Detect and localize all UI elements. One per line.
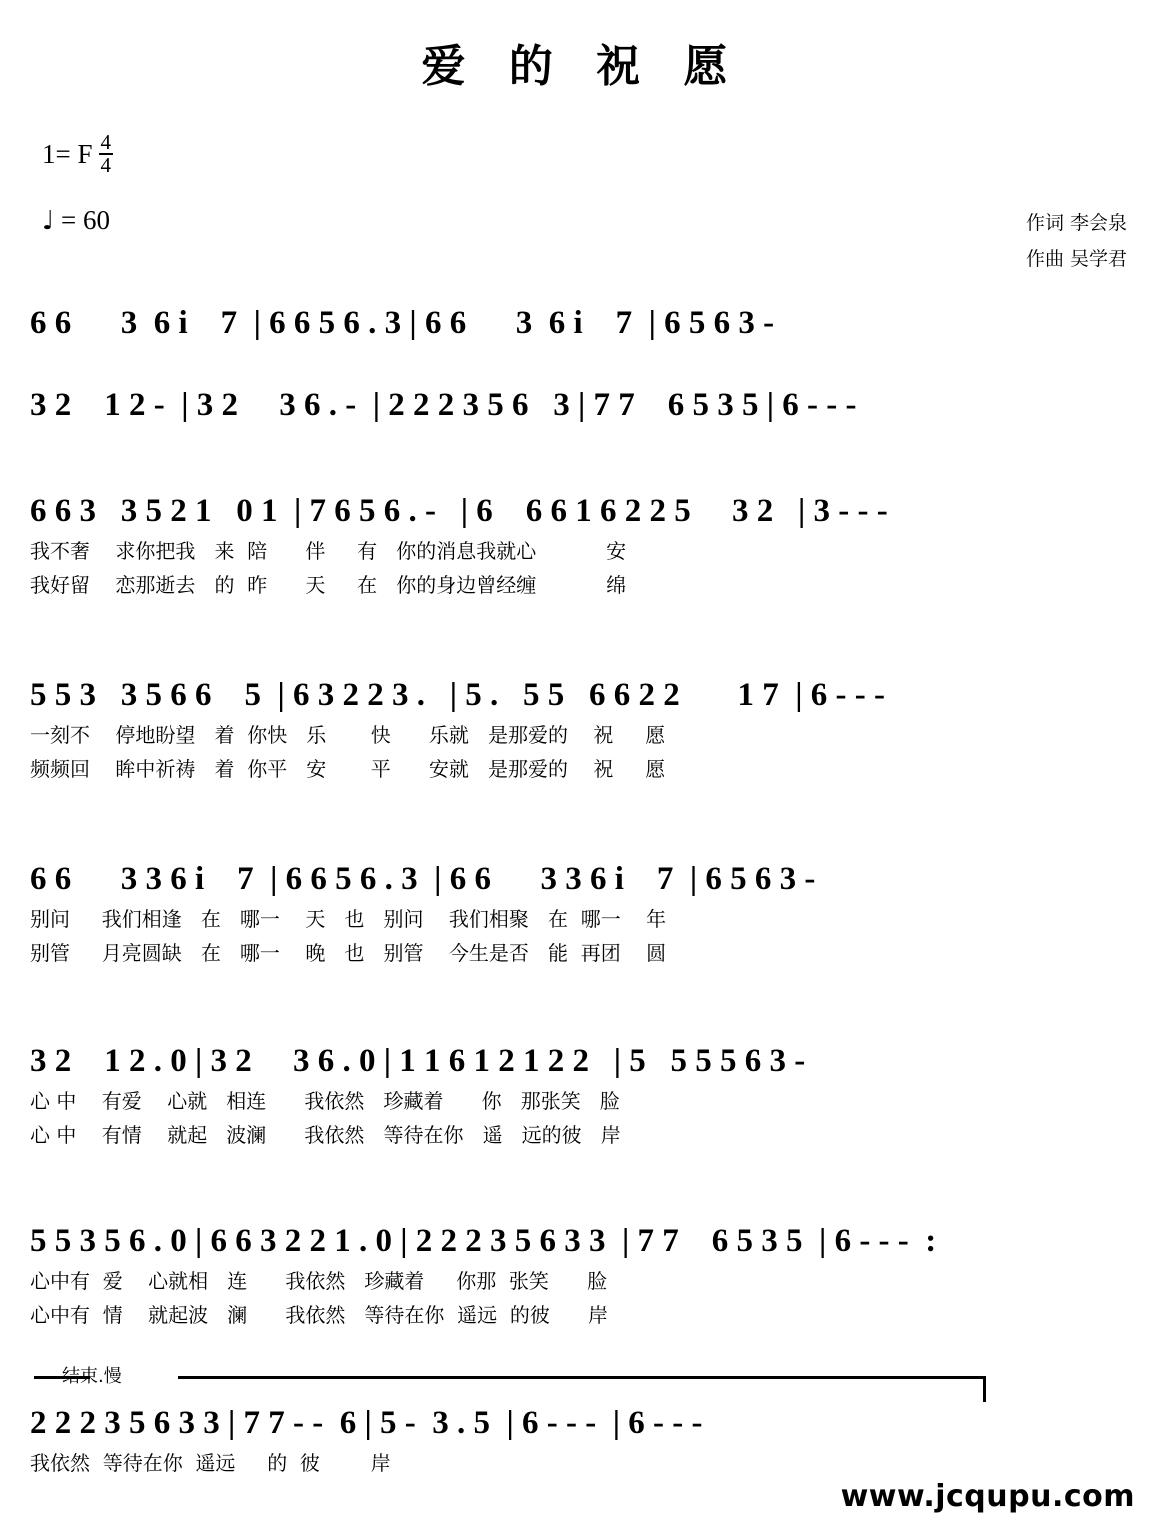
music-system-4 [30, 672, 1135, 786]
music-system-3 [30, 488, 1135, 602]
coda-bracket-line [178, 1376, 986, 1379]
lyric-line-verse1: 一刻不 停地盼望 着 你快 乐 快 乐就 是那爱的 祝 愿 [30, 723, 666, 747]
notation-line: 5 5 3 5 6 . 0 | 6 6 3 2 2 1 . 0 | 2 2 2 3 5 6 3 3 | 7 7 6 5 3 5 | 6 - - - : [30, 1223, 937, 1259]
notation-line: 6 6 3 3 6 i 7 | 6 6 5 6 . 3 | 6 6 3 3 6 i 7 | 6 5 6 3 - [30, 861, 816, 897]
music-system-7 [30, 1218, 1135, 1332]
notation-line: 5 5 3 3 5 6 6 5 | 6 3 2 2 3 . | 5 . 5 5 6 6 2 2 1 7 | 6 - - - [30, 677, 886, 713]
tempo-value: = 60 [61, 205, 110, 235]
lyric-line-verse2: 我好留 恋那逝去 的 昨 天 在 你的身边曾经缠 绵 [30, 573, 627, 597]
lyric-line-verse2: 别管 月亮圆缺 在 哪一 晚 也 别管 今生是否 能 再团 圆 [30, 941, 667, 965]
time-signature [99, 132, 114, 176]
lyricist-credit: 作词 李会泉 [1025, 212, 1127, 234]
lyric-line-verse1: 我依然 等待在你 遥远 的 彼 岸 [30, 1451, 391, 1475]
lyric-line-verse2: 心 中 有情 就起 波澜 我依然 等待在你 遥 远的彼 岸 [30, 1123, 621, 1147]
coda-bracket-end [983, 1376, 986, 1402]
lyric-line-verse1: 我不奢 求你把我 来 陪 伴 有 你的消息我就心 安 [30, 539, 627, 563]
music-system-8 [30, 1400, 1135, 1480]
lyric-line-verse1: 心中有 爱 心就相 连 我依然 珍藏着 你那 张笑 脸 [30, 1269, 608, 1293]
coda-label: 结束.慢 [62, 1366, 122, 1387]
notation-line: 6 6 3 6 i 7 | 6 6 5 6 . 3 | 6 6 3 6 i 7 | 6 5 6 3 - [30, 305, 775, 341]
quarter-note-icon: ♩ [42, 206, 55, 236]
music-system-5 [30, 856, 1135, 970]
music-system-1 [30, 300, 1135, 346]
watermark: www.jcqupu.com [840, 1479, 1135, 1514]
notation-line: 2 2 2 3 5 6 3 3 | 7 7 - - 6 | 5 - 3 . 5 | 6 - - - | 6 - - - [30, 1405, 703, 1441]
credits [1026, 205, 1127, 277]
time-signature-denominator: 4 [100, 153, 111, 177]
notation-line: 3 2 1 2 - | 3 2 3 6 . - | 2 2 2 3 5 6 3 | 7 7 6 5 3 5 | 6 - - - [30, 387, 857, 423]
time-signature-numerator: 4 [100, 130, 111, 154]
lyric-line-verse1: 别问 我们相逢 在 哪一 天 也 别问 我们相聚 在 哪一 年 [30, 907, 667, 931]
key-signature-label: 1= F [42, 138, 93, 169]
music-system-6 [30, 1038, 1135, 1152]
composer-credit: 作曲 吴学君 [1025, 248, 1127, 271]
tempo-marking [42, 205, 110, 236]
notation-line: 6 6 3 3 5 2 1 0 1 | 7 6 5 6 . - | 6 6 6 1 6 2 2 5 3 2 | 3 - - - [30, 493, 888, 529]
key-signature [42, 132, 113, 176]
lyric-line-verse2: 心中有 情 就起波 澜 我依然 等待在你 遥远 的彼 岸 [30, 1303, 609, 1327]
lyric-line-verse1: 心 中 有爱 心就 相连 我依然 珍藏着 你 那张笑 脸 [30, 1089, 620, 1113]
lyric-line-verse2: 频频回 眸中祈祷 着 你平 安 平 安就 是那爱的 祝 愿 [30, 757, 666, 781]
music-system-2 [30, 382, 1135, 428]
page-title: 爱 的 祝 愿 [421, 41, 742, 92]
notation-line: 3 2 1 2 . 0 | 3 2 3 6 . 0 | 1 1 6 1 2 1 2 2 | 5 5 5 5 6 3 - [30, 1043, 806, 1079]
